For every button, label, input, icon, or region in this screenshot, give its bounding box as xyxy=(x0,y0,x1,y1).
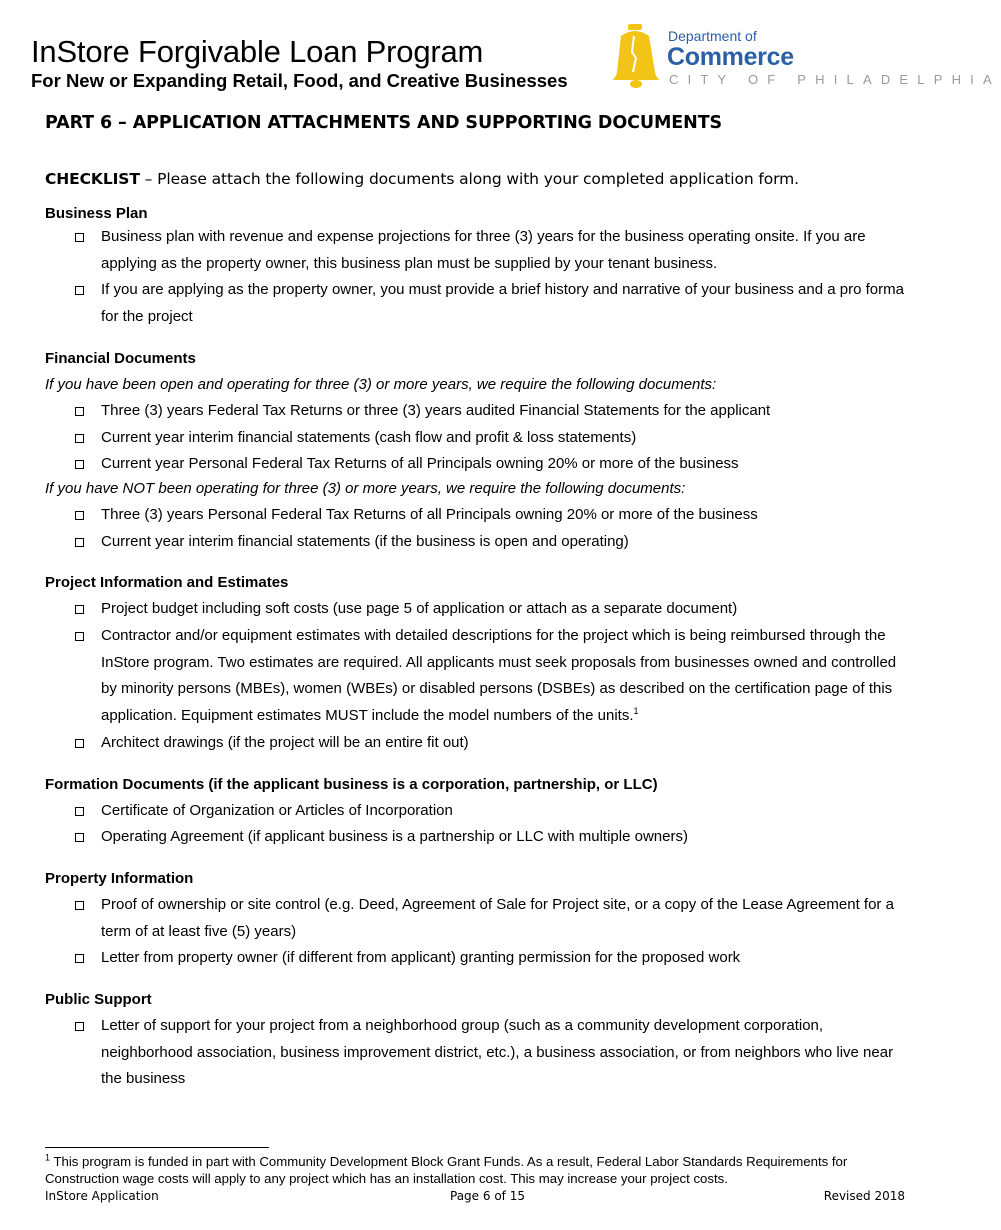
page-footer xyxy=(45,1189,905,1207)
item-text: If you are applying as the property owner, you must provide a brief history and narrative of your business and a pro forma for the project xyxy=(101,281,904,326)
main-content xyxy=(45,108,915,1093)
section-heading-financial: Financial Documents xyxy=(45,349,196,367)
checklist-item xyxy=(45,425,915,452)
checkbox[interactable] xyxy=(75,460,84,469)
item-text: Architect drawings (if the project will be an entire fit out) xyxy=(101,733,469,751)
item-text: Current year Personal Federal Tax Returns of all Principals owning 20% or more of the business xyxy=(101,455,739,473)
section-heading-business-plan: Business Plan xyxy=(45,205,148,222)
logo-city-text: CITY OF PHILADELPHIA xyxy=(669,72,1001,87)
checkbox[interactable] xyxy=(75,901,84,910)
item-text: Contractor and/or equipment estimates with detailed descriptions for the project which is being reimbursed through the InStore program. Two estimates are required. All applicants must seek proposals from businesses owned and controlled by minority persons (MBEs), women (WBEs) or disabled persons (DSBEs) as described on the certification page of this application. Equipment estimates MUST include the model numbers of the units. xyxy=(101,627,897,725)
item-text: Current year interim financial statements (cash flow and profit & loss statements) xyxy=(101,428,637,446)
checkbox[interactable] xyxy=(75,286,84,295)
item-text: Certificate of Organization or Articles of Incorporation xyxy=(101,801,453,819)
business-plan-list xyxy=(45,224,915,331)
financial-intro-new: If you have NOT been operating for three (3) or more years, we require the following documents: xyxy=(45,479,686,497)
checklist-item xyxy=(45,945,915,972)
checklist-item xyxy=(45,529,915,556)
checkbox[interactable] xyxy=(75,407,84,416)
item-text: Business plan with revenue and expense projections for three (3) years for the business operating onsite. If you are applying as the property owner, this business plan must be supplied by your tenant business. xyxy=(101,228,866,272)
checkbox[interactable] xyxy=(75,807,84,816)
financial-intro-open: If you have been open and operating for three (3) or more years, we require the following documents: xyxy=(45,375,717,393)
checklist-item xyxy=(45,502,915,529)
project-list xyxy=(45,596,915,756)
checklist-item xyxy=(45,892,915,945)
liberty-bell-icon xyxy=(608,22,664,90)
logo-commerce-text: Commerce xyxy=(667,43,794,71)
checkbox[interactable] xyxy=(75,434,84,443)
checkbox[interactable] xyxy=(75,954,84,963)
section-heading-formation: Formation Documents (if the applicant business is a corporation, partnership, or LLC) xyxy=(45,775,658,793)
checklist-item xyxy=(45,224,915,277)
document-header xyxy=(31,34,611,92)
checklist-item xyxy=(45,596,915,623)
footnote-ref: 1 xyxy=(633,706,639,717)
item-text: Letter from property owner (if different from applicant) granting permission for the proposed work xyxy=(101,949,741,967)
public-list xyxy=(45,1013,915,1093)
item-text: Three (3) years Personal Federal Tax Returns of all Principals owning 20% or more of the business xyxy=(101,505,758,523)
property-list xyxy=(45,892,915,972)
financial-new-list xyxy=(45,502,915,555)
checklist-instruction xyxy=(45,168,915,190)
footer-page-number: Page 6 of 15 xyxy=(450,1189,525,1203)
checkbox[interactable] xyxy=(75,739,84,748)
footnote-marker: 1 xyxy=(45,1152,51,1163)
item-text: Current year interim financial statements (if the business is open and operating) xyxy=(101,532,629,550)
checklist-item xyxy=(45,730,915,757)
checkbox[interactable] xyxy=(75,632,84,641)
checklist-item xyxy=(45,824,915,851)
checkbox[interactable] xyxy=(75,233,84,242)
footnote xyxy=(45,1154,915,1187)
commerce-logo xyxy=(606,22,1001,90)
checklist-item xyxy=(45,623,915,730)
checkbox[interactable] xyxy=(75,511,84,520)
footnote-divider xyxy=(45,1147,269,1148)
checkbox[interactable] xyxy=(75,1022,84,1031)
checklist-item xyxy=(45,398,915,425)
financial-open-list xyxy=(45,398,915,478)
item-text: Proof of ownership or site control (e.g. Deed, Agreement of Sale for Project site, or a copy of the Lease Agreement for a term of at least five (5) years) xyxy=(101,895,894,940)
checkbox[interactable] xyxy=(75,538,84,547)
checkbox[interactable] xyxy=(75,833,84,842)
section-heading-property: Property Information xyxy=(45,869,194,887)
footer-doc-name: InStore Application xyxy=(45,1189,159,1203)
item-text: Project budget including soft costs (use page 5 of application or attach as a separate document) xyxy=(101,600,738,618)
part-title: PART 6 – APPLICATION ATTACHMENTS AND SUPPORTING DOCUMENTS xyxy=(45,113,723,133)
footer-revision: Revised 2018 xyxy=(823,1189,905,1203)
item-text: Operating Agreement (if applicant business is a partnership or LLC with multiple owners) xyxy=(101,828,688,846)
program-subtitle: For New or Expanding Retail, Food, and Creative Businesses xyxy=(31,70,568,91)
section-heading-public: Public Support xyxy=(45,991,152,1009)
checkbox[interactable] xyxy=(75,605,84,614)
checklist-text: – Please attach the following documents along with your completed application form. xyxy=(139,170,799,188)
logo-department-text: Department of xyxy=(668,28,757,44)
footnote-text: This program is funded in part with Community Development Block Grant Funds. As a result, Federal Labor Standards Requirements for Construction wage costs will apply to any project which has an installation cost. This may increase your project costs. xyxy=(45,1154,848,1186)
checklist-label: CHECKLIST xyxy=(45,170,140,188)
program-title: InStore Forgivable Loan Program xyxy=(31,34,484,69)
checklist-item xyxy=(45,277,915,330)
checklist-item xyxy=(45,451,915,478)
checklist-item xyxy=(45,798,915,825)
checklist-item xyxy=(45,1013,915,1093)
formation-list xyxy=(45,798,915,851)
item-text: Letter of support for your project from a neighborhood group (such as a community development corporation, neighborhood association, business improvement district, etc.), a business association, or from neighbors who live near the business xyxy=(101,1017,894,1088)
item-text: Three (3) years Federal Tax Returns or three (3) years audited Financial Statements for the applicant xyxy=(101,401,771,419)
section-heading-project: Project Information and Estimates xyxy=(45,574,289,592)
